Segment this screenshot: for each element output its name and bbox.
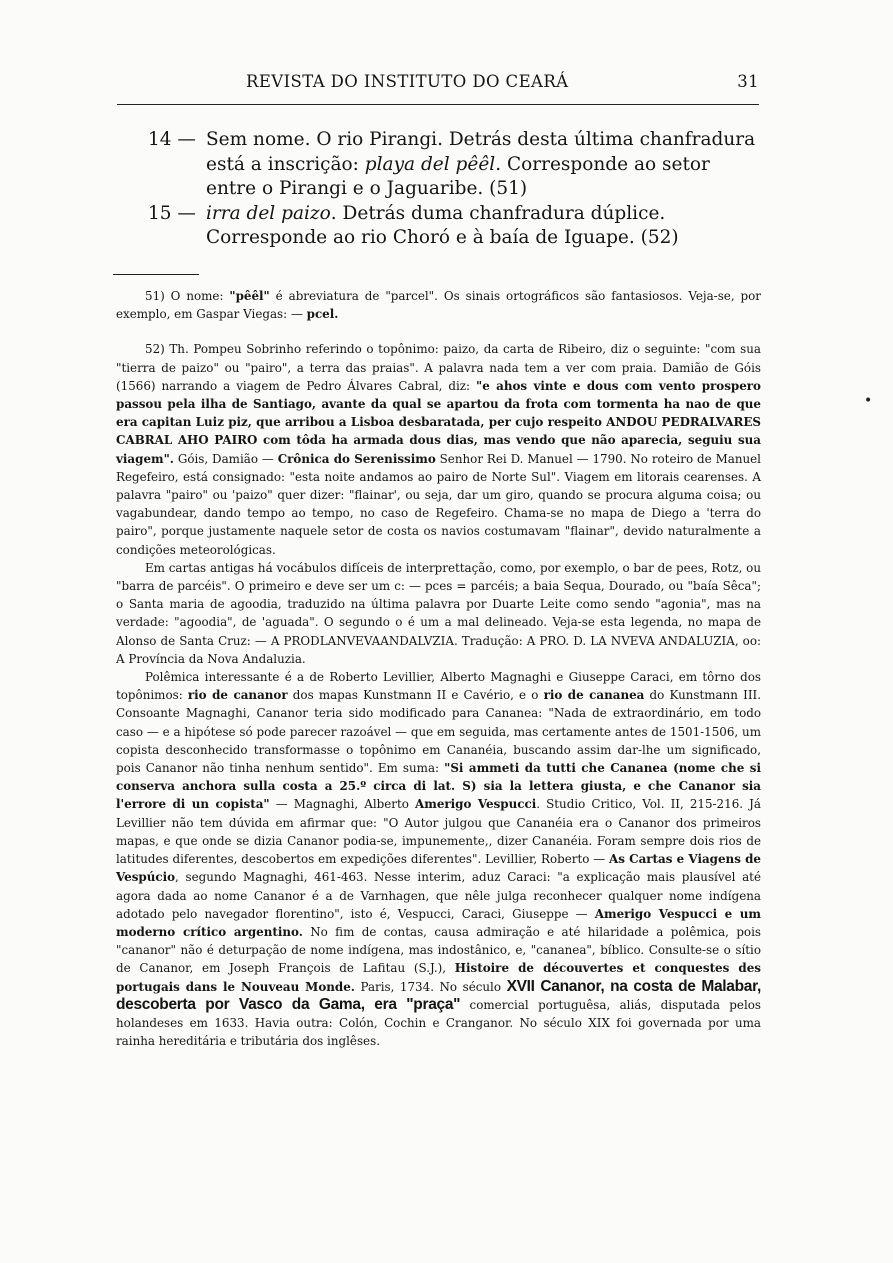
- bold-run: pcel.: [306, 307, 339, 322]
- footnote-52-polemic: [116, 668, 761, 1050]
- footnote-52-cont: [116, 559, 761, 668]
- text-run: — Magnaghi, Alberto: [269, 797, 416, 812]
- text-run: dos mapas Kunstmann II e Cavério, e o: [287, 688, 544, 703]
- text-run: Em cartas antigas há vocábulos difíceis de interprettação, como, por exemplo, o bar de pees, Rotz, ou "barra de parcéis". O primeiro e deve ser um c: — pces = parcéis; a baia Sequa, Dourado, ou "baía Sêca"; o Santa maria de agoodia, traduzido na última palavra por Duarte Leite como sendo "agonia", mas na verdade: "agoodia", de 'aguada". O segundo o é um a mal delineado. Veja-se esta legenda, no mapa de Alonso de Santa Cruz: — A PRODLANVEVAANDALVZIA. Tradução: A PRO. D. LA NVEVA ANDALUZIA, oo: A Província da Nova Andaluzia.: [116, 560, 761, 666]
- text-run: Sem nome. O rio Pirangi. Detrás desta última chanfradura está a inscrição:: [206, 129, 756, 175]
- footnote-52: [116, 340, 761, 558]
- text-run: . Studio Critico, Vol. II, 215-216. Já Levillier não tem dúvida em afirmar que: "O Autor julgou que Cananéia era o Cananor dos primeiros mapas, e que onde se dizia Cananor podia-se, impunemente,, dizer Cananéia. Foram sempre dois rios de latitudes diferentes, descobertos em expedições diferentes". Levillier, Roberto —: [116, 797, 761, 867]
- bold-run: Amerigo Vespucci: [415, 797, 537, 812]
- text-run: comercial portuguêsa, aliás, disputada pelos holandeses em 1633. Havia outra: Colón, Cochin e Cranganor. No século XIX foi governada por uma rainha hereditária e tributária dos inglêses.: [116, 997, 762, 1049]
- text-run: 52) Th. Pompeu Sobrinho referindo o topônimo: paizo, da carta de Ribeiro, diz o seguinte: "com sua "tierra de paizo" ou "pairo", a terra das praias". A palavra nada tem a ver com praia. Damião de Góis (1566) narrando a viagem de Pedro Álvares Cabral, diz:: [116, 342, 761, 393]
- bold-run: rio de cananor: [187, 688, 288, 703]
- entry-number: 14 —: [148, 129, 196, 150]
- text-run: XVII Cananor, na costa de Malabar, descoberta por Vasco da Gama, era "praça": [116, 977, 761, 1013]
- text-run: . Corresponde ao setor entre o Pirangi e o Jaguaribe. (51): [206, 153, 710, 199]
- footnote-51: [116, 287, 761, 323]
- text-run: Paris, 1734. No século: [354, 979, 507, 994]
- text-run: 51) O nome:: [145, 289, 230, 303]
- footnotes: [116, 287, 761, 1050]
- text-run: é abreviatura de "parcel". Os sinais ortográficos são fantasiosos. Veja-se, por exemplo, em Gaspar Viegas: —: [116, 289, 761, 322]
- bold-run: "pêêl": [229, 289, 270, 303]
- bold-run: "Si ammeti da tutti che Cananea (nome che si conserva anchora sulla costa a 25.º circa di lat. S) sia la lettera giusta, e che Cananor sia l'errore di un copista": [116, 761, 761, 812]
- header-rule: [117, 104, 759, 105]
- entry-14: [148, 128, 760, 202]
- bold-run: "e ahos vinte e dous com vento prospero passou pela ilha de Santiago, avante da qual se apartou da frota com tormenta ha nao de que era capitan Luiz piz, que arribou a Lisboa desbaratada, per cujo respeito ANDOU PEDRALVARES CABRAL AHO PAIRO com tôda ha armada dous dias, mas vendo que não aparecia, seguiu sua viagem".: [116, 378, 761, 466]
- bold-run: As Cartas e Viagens de Vespúcio: [116, 852, 761, 885]
- footnote-rule: [113, 274, 199, 275]
- entry-15: [148, 202, 760, 251]
- running-header: [117, 72, 759, 98]
- text-run: No fim de contas, causa admiração e até hilaridade a polêmica, pois "cananor" não é deturpação de nome indígena, mas indostânico, e, "cananea", bíblico. Consulte-se o sítio de Cananor, em Joseph François de Lafitau (S.J.),: [116, 924, 761, 976]
- text-run: Polêmica interessante é a de Roberto Levillier, Alberto Magnaghi e Giuseppe Caraci, em tôrno dos topônimos:: [116, 670, 761, 703]
- entry-text: [206, 202, 760, 251]
- italic-run: playa del pêêl: [364, 153, 496, 175]
- entry-list: [148, 128, 760, 251]
- margin-mark: •: [864, 393, 873, 409]
- text-run: Senhor Rei D. Manuel — 1790. No roteiro de Manuel Regefeiro, está consignado: "esta noite andamos ao pairo de Norte Sul". Viagem em litorais cearenses. A palavra "pairo" ou 'paizo" quer dizer: "flainar', ou seja, dar um giro, quando se procura alguma coisa; ou vagabundear, dando tempo ao tempo, no caso de Regefeiro. Chama-se no mapa de Diego a 'terra do pairo", porque justamente naquele setor de costa os navios costumavam "flainar", devido naturalmente a condições meteorológicas.: [116, 451, 761, 557]
- italic-run: irra del paizo: [206, 202, 331, 224]
- bold-run: Amerigo Vespucci e um moderno crítico argentino.: [116, 906, 761, 939]
- text-run: do Kunstmann III. Consoante Magnaghi, Cananor teria sido modificado para Cananea: "Nada de extraordinário, em todo caso — e a hipótese só pode parecer razoável — que em seguida, mas certamente antes de 1501-1506, um copista desconhecido transformasse o topônimo em Cananéia, buscando assim dar-lhe um significado, pois Cananor não tinha nenhum sentido". Em suma:: [116, 688, 761, 776]
- bold-run: Crônica do Serenissimo: [277, 451, 436, 466]
- entry-number: 15 —: [148, 202, 196, 224]
- journal-title: REVISTA DO INSTITUTO DO CEARÁ: [246, 72, 569, 91]
- bold-run: rio de cananea: [543, 688, 645, 703]
- text-run: Góis, Damião —: [173, 451, 278, 466]
- text-run: . Detrás duma chanfradura dúplice. Corresponde ao rio Choró e à baía de Iguape. (52): [206, 202, 679, 248]
- bold-run: Histoire de découvertes et conquestes des portugais dans le Nouveau Monde.: [116, 961, 761, 994]
- entry-text: [206, 128, 760, 202]
- text-run: , segundo Magnaghi, 461-463. Nesse interim, aduz Caraci: "a explicação mais plausível até agora dada ao nome Cananor é a de Varnhagen, que nêle julga reconhecer qualquer nome indígena adotado pelo navegador florentino", isto é, Vespucci, Caraci, Giuseppe —: [116, 870, 761, 921]
- page-number: 31: [737, 72, 759, 91]
